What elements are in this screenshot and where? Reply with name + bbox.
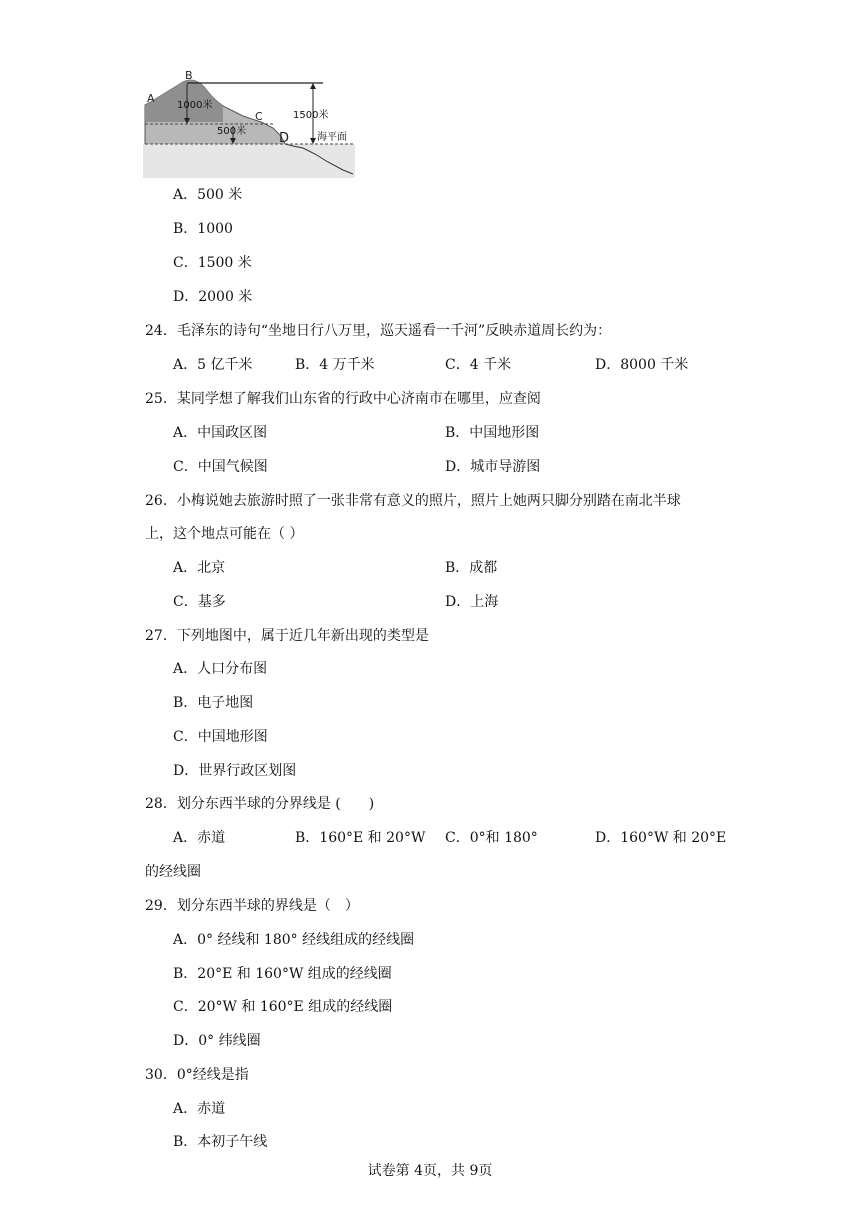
q25-option-a: A．中国政区图 — [173, 425, 268, 441]
label-c: C — [255, 110, 263, 123]
q30-option-a: A．赤道 — [173, 1101, 226, 1117]
q26-option-a: A．北京 — [173, 560, 226, 576]
q28-option-d-wrap: 的经线圈 — [145, 864, 201, 880]
q27-option-d: D．世界行政区划图 — [173, 763, 297, 779]
q24-stem: 24．毛泽东的诗句“坐地日行八万里，巡天遥看一千河”反映赤道周长约为： — [145, 323, 612, 339]
q29-stem: 29．划分东西半球的界线是（ ） — [145, 898, 359, 914]
q30-option-b: B．本初子午线 — [173, 1134, 268, 1150]
elevation-profile-figure — [143, 70, 355, 178]
q27-option-b: B．电子地图 — [173, 695, 254, 711]
q25-option-d: D．城市导游图 — [445, 459, 541, 475]
q26-option-d: D．上海 — [445, 594, 499, 610]
q26-option-b: B．成都 — [445, 560, 498, 576]
label-d: D — [279, 131, 290, 146]
q23-option-b: B．1000 — [173, 221, 233, 237]
q24-option-d: D．8000 千米 — [595, 357, 689, 373]
q24-option-a: A．5 亿千米 — [173, 357, 253, 373]
height-1000-label: 1000米 — [177, 100, 213, 111]
page-footer: 试卷第 4页，共 9页 — [367, 1163, 493, 1179]
height-1500-label: 1500米 — [293, 110, 329, 121]
q26-stem-line1: 26．小梅说她去旅游时照了一张非常有意义的照片，照片上她两只脚分别踏在南北半球 — [145, 493, 681, 509]
q23-option-c: C．1500 米 — [173, 255, 252, 271]
q28-option-b: B．160°E 和 20°W — [295, 830, 426, 846]
q26-stem-line2: 上，这个地点可能在（ ） — [145, 526, 304, 542]
q27-option-c: C．中国地形图 — [173, 729, 268, 745]
q25-option-b: B．中国地形图 — [445, 425, 540, 441]
height-500-label: 500米 — [217, 126, 247, 137]
q26-option-c: C．基多 — [173, 594, 226, 610]
q25-stem: 25．某同学想了解我们山东省的行政中心济南市在哪里，应查阅 — [145, 391, 541, 407]
q29-option-a: A．0° 经线和 180° 经线组成的经线圈 — [173, 932, 415, 948]
q23-option-a: A．500 米 — [173, 187, 243, 203]
q25-option-c: C．中国气候图 — [173, 459, 268, 475]
q29-option-c: C．20°W 和 160°E 组成的经线圈 — [173, 999, 393, 1015]
sea-level-label: 海平面 — [317, 132, 347, 143]
q28-option-c: C．0°和 180° — [445, 830, 538, 846]
sea-level-plane — [143, 144, 355, 178]
label-a: A — [147, 92, 155, 105]
q28-option-d: D．160°W 和 20°E — [595, 830, 727, 846]
q24-option-b: B．4 万千米 — [295, 357, 375, 373]
q29-option-b: B．20°E 和 160°W 组成的经线圈 — [173, 966, 392, 982]
q27-option-a: A．人口分布图 — [173, 661, 268, 677]
q30-stem: 30．0°经线是指 — [145, 1067, 249, 1083]
q28-option-a: A．赤道 — [173, 830, 226, 846]
q27-stem: 27．下列地图中，属于近几年新出现的类型是 — [145, 628, 429, 644]
q24-option-c: C．4 千米 — [445, 357, 512, 373]
q29-option-d: D．0° 纬线圈 — [173, 1033, 261, 1049]
label-b: B — [185, 70, 193, 82]
q28-stem: 28．划分东西半球的分界线是 ( ) — [145, 796, 375, 812]
q23-option-d: D．2000 米 — [173, 289, 253, 305]
